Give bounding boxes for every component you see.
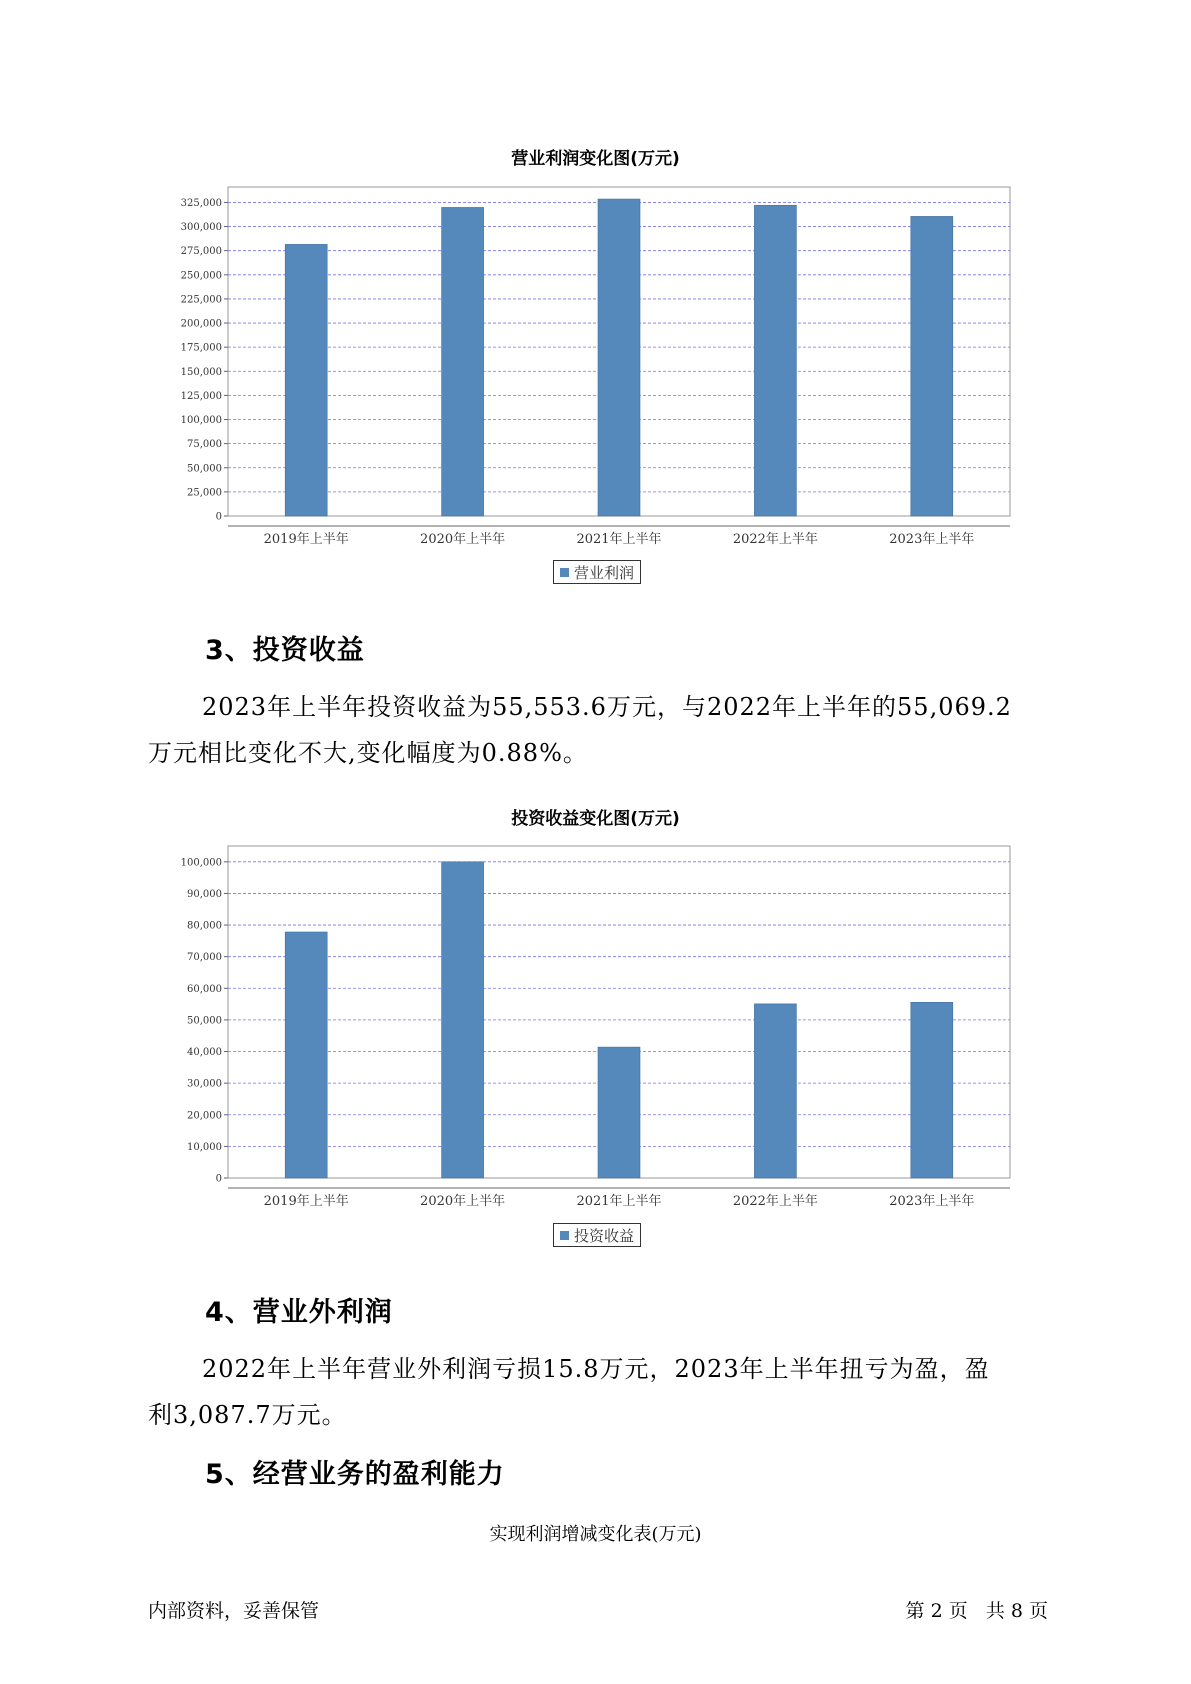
legend-label: 投资收益	[574, 1226, 635, 1245]
section-3-heading: 3、投资收益	[205, 635, 365, 666]
section-4-heading: 4、营业外利润	[205, 1297, 393, 1328]
chart-2-legend	[553, 1223, 641, 1247]
section-4-line-1: 2022年上半年营业外利润亏损15.8万元，2023年上半年扭亏为盈，盈	[202, 1355, 990, 1383]
y-tick-label: 50,000	[187, 463, 222, 475]
bar	[754, 1004, 796, 1178]
x-category-label: 2021年上半年	[576, 532, 662, 547]
bar	[285, 932, 327, 1178]
x-category-label: 2021年上半年	[576, 1194, 662, 1209]
x-category-label: 2022年上半年	[732, 1194, 818, 1209]
section-5-heading: 5、经营业务的盈利能力	[205, 1459, 505, 1490]
y-tick-label: 250,000	[180, 270, 222, 282]
y-tick-label: 20,000	[187, 1110, 222, 1122]
x-category-label: 2020年上半年	[420, 1194, 506, 1209]
section-3-line-1: 2023年上半年投资收益为55,553.6万元，与2022年上半年的55,069.2	[202, 693, 1012, 721]
y-tick-label: 75,000	[187, 439, 222, 451]
chart-1-title: 营业利润变化图(万元)	[511, 149, 680, 169]
y-tick-label: 0	[215, 511, 222, 523]
x-category-label: 2020年上半年	[420, 532, 506, 547]
y-tick-label: 300,000	[180, 222, 222, 234]
table-caption: 实现利润增减变化表(万元)	[489, 1524, 702, 1545]
y-tick-label: 25,000	[187, 487, 222, 499]
y-tick-label: 80,000	[187, 920, 222, 932]
footer-page-number: 第 2 页 共 8 页	[905, 1600, 1048, 1622]
y-tick-label: 70,000	[187, 952, 222, 964]
x-category-label: 2019年上半年	[263, 532, 349, 547]
section-4-line-2: 利3,087.7万元。	[148, 1401, 347, 1429]
y-tick-label: 100,000	[180, 857, 222, 869]
section-4-paragraph	[148, 1346, 1048, 1438]
legend-swatch	[560, 1231, 569, 1240]
x-category-label: 2023年上半年	[889, 1194, 975, 1209]
y-tick-label: 175,000	[180, 342, 222, 354]
y-tick-label: 90,000	[187, 888, 222, 900]
x-category-label: 2023年上半年	[889, 532, 975, 547]
y-tick-label: 225,000	[180, 294, 222, 306]
y-tick-label: 10,000	[187, 1141, 222, 1153]
y-tick-label: 0	[215, 1173, 222, 1185]
section-3-line-2: 万元相比变化不大,变化幅度为0.88%。	[148, 739, 588, 767]
y-tick-label: 200,000	[180, 318, 222, 330]
y-tick-label: 150,000	[180, 366, 222, 378]
x-category-label: 2022年上半年	[732, 532, 818, 547]
y-tick-label: 100,000	[180, 415, 222, 427]
bar	[442, 862, 484, 1178]
y-tick-label: 60,000	[187, 983, 222, 995]
bar	[598, 1047, 640, 1178]
y-tick-label: 30,000	[187, 1078, 222, 1090]
x-category-label: 2019年上半年	[263, 1194, 349, 1209]
y-tick-label: 325,000	[180, 197, 222, 209]
legend-label: 营业利润	[574, 563, 635, 582]
bar	[911, 1002, 953, 1178]
y-tick-label: 125,000	[180, 390, 222, 402]
y-tick-label: 50,000	[187, 1015, 222, 1027]
chart-2-title: 投资收益变化图(万元)	[511, 809, 680, 829]
y-tick-label: 275,000	[180, 246, 222, 258]
y-tick-label: 40,000	[187, 1047, 222, 1059]
footer-left: 内部资料，妥善保管	[148, 1600, 320, 1622]
